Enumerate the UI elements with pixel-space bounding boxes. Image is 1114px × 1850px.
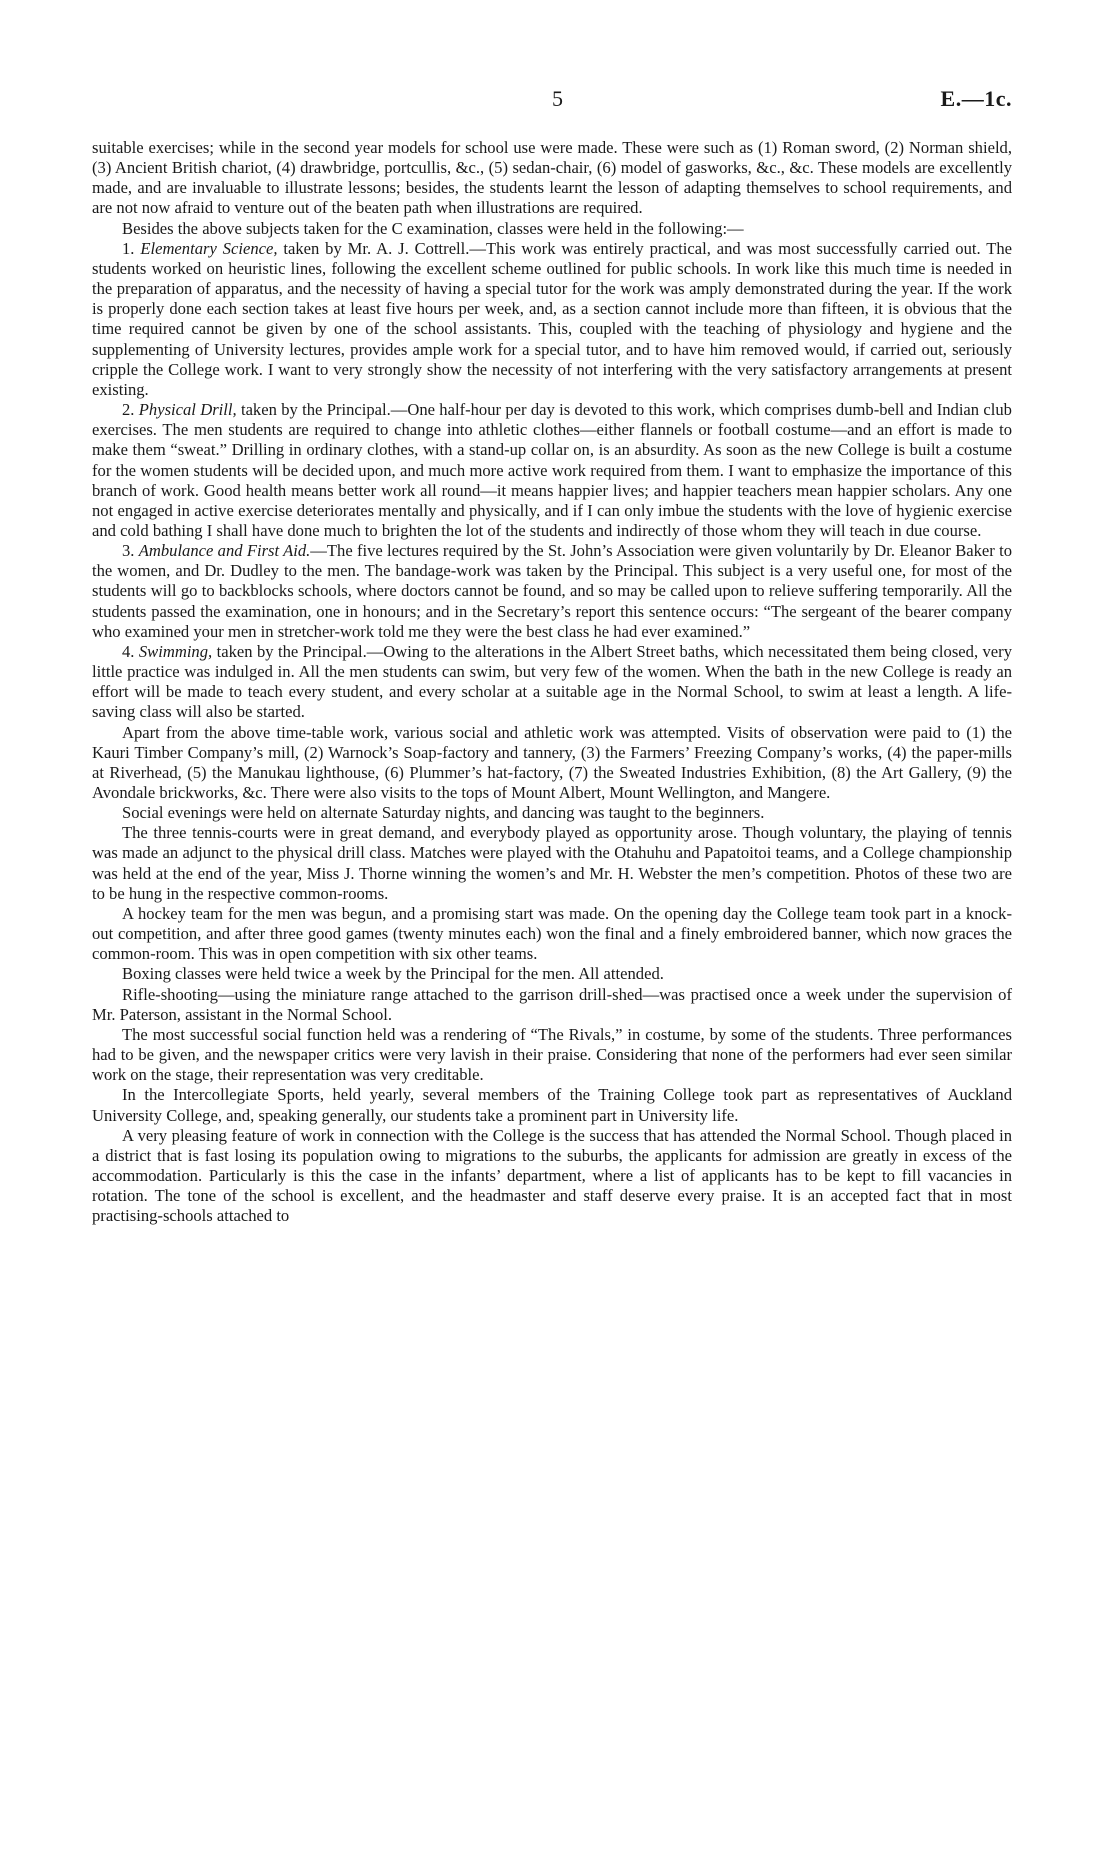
- subject-heading: Ambulance and First Aid.: [138, 541, 311, 561]
- paragraph: 2. Physical Drill, taken by the Principal.—One half-hour per day is devoted to this work, which comprises dumb-bell and Indian club exercises. The men students are required to change into athletic clothes—either flannels or football costume—and an effort is made to make them “sweat.” Drilling in ordinary clothes, with a stand-up collar on, is an absurdity. As soon as the new College is built a costume for the women students will be decided upon, and much more active work required from them. I want to emphasize the importance of this branch of work. Good health means better work all round—it means happier lives; and happier teachers mean happier scholars. Any one not engaged in active exercise deteriorates mentally and physically, and if I can only imbue the students with the love of hygienic exercise and cold bathing I shall have done much to brighten the lot of the students and indirectly of those whom they will teach in due course.: [92, 400, 1012, 540]
- paragraph: Boxing classes were held twice a week by the Principal for the men. All attended.: [122, 964, 664, 984]
- subject-heading: Swimming,: [138, 641, 213, 661]
- subject-heading: Physical Drill,: [138, 400, 237, 420]
- paragraph: 4. Swimming, taken by the Principal.—Owing to the alterations in the Albert Street baths, which necessitated them being closed, very little practice was indulged in. All the men students can swim, but very few of the women. When the bath in the new College is ready an effort will be made to teach every student, and every scholar at a suitable age in the Normal School, to swim at least a length. A life-saving class will also be started.: [92, 641, 1012, 722]
- paragraph: 3. Ambulance and First Aid.—The five lectures required by the St. John’s Association were given voluntarily by Dr. Eleanor Baker to the women, and Dr. Dudley to the men. The bandage-work was taken by the Principal. This subject is a very useful one, for most of the students will go to backblocks schools, where doctors cannot be found, and so may be called upon to relieve suffering temporarily. All the students passed the examination, one in honours; and in the Secretary’s report this sentence occurs: “The sergeant of the bearer company who examined your men in stretcher-work told me they were the best class he had ever examined.”: [92, 541, 1013, 641]
- subject-heading: Elementary Science,: [140, 238, 278, 258]
- paragraph: Social evenings were held on alternate Saturday nights, and dancing was taught to the beginners.: [122, 803, 765, 823]
- paragraph: A very pleasing feature of work in connection with the College is the success that has attended the Normal School. Though placed in a district that is fast losing its population owing to migrations to the suburbs, the applicants for admission are greatly in excess of the accommodation. Particularly is this the case in the infants’ department, where a list of applicants has to be kept to fill vacancies in rotation. The tone of the school is excellent, and the headmaster and staff deserve every praise. It is an accepted fact that in most practising-schools attached to: [92, 1125, 1012, 1226]
- paragraph: The three tennis-courts were in great demand, and everybody played as opportunity arose. Though voluntary, the playing of tennis was made an adjunct to the physical drill class. Matches were played with the Otahuhu and Papatoitoi teams, and a College championship was held at the end of the year, Miss J. Thorne winning the women’s and Mr. H. Webster the men’s competition. Photos of these two are to be hung in the respective common-rooms.: [92, 823, 1012, 903]
- document-page: [92, 0, 1012, 1850]
- document-reference: E.—1c.: [940, 86, 1012, 111]
- paragraph: The most successful social function held was a rendering of “The Rivals,” in costume, by some of the students. Three performances had to be given, and the newspaper critics were very lavish in their praise. Considering that none of the performers had ever seen similar work on the stage, their representation was very creditable.: [92, 1024, 1012, 1085]
- paragraph: Rifle-shooting—using the miniature range attached to the garrison drill-shed—was practised once a week under the supervision of Mr. Paterson, assistant in the Normal School.: [92, 984, 1012, 1024]
- body-text: [92, 138, 1012, 1226]
- page-number: 5: [552, 86, 563, 111]
- paragraph: 1. Elementary Science, taken by Mr. A. J. Cottrell.—This work was entirely practical, and was most successfully carried out. The students worked on heuristic lines, following the excellent scheme outlined for public schools. In work like this much time is needed in the preparation of apparatus, and the necessity of having a special tutor for the work was amply demonstrated during the year. If the work is properly done each section takes at least five hours per week, and, as a section cannot include more than fifteen, it is obvious that the time required cannot be given by one of the school assistants. This, coupled with the teaching of physiology and hygiene and the supplementing of University lectures, provides ample work for a special tutor, and to have him removed would, if carried out, seriously cripple the College work. I want to very strongly show the necessity of not interfering with the very satisfactory arrangements at present existing.: [92, 238, 1013, 399]
- paragraph: Apart from the above time-table work, various social and athletic work was attempted. Visits of observation were paid to (1) the Kauri Timber Company’s mill, (2) Warnock’s Soap-factory and tannery, (3) the Farmers’ Freezing Company’s works, (4) the paper-mills at Riverhead, (5) the Manukau lighthouse, (6) Plummer’s hat-factory, (7) the Sweated Industries Exhibition, (8) the Art Gallery, (9) the Avondale brickworks, &c. There were also visits to the tops of Mount Albert, Mount Wellington, and Mangere.: [92, 722, 1012, 802]
- page-header: [92, 86, 1012, 116]
- paragraph: suitable exercises; while in the second year models for school use were made. These were such as (1) Roman sword, (2) Norman shield, (3) Ancient British chariot, (4) drawbridge, portcullis, &c., (5) sedan-chair, (6) model of gasworks, &c., &c. These models are excellently made, and are invaluable to illustrate lessons; besides, the students learnt the lesson of adapting themselves to school requirements, and are not now afraid to venture out of the beaten path when illustrations are required.: [92, 138, 1012, 218]
- paragraph: A hockey team for the men was begun, and a promising start was made. On the opening day the College team took part in a knock-out competition, and after three good games (twenty minutes each) won the final and a finely embroidered banner, which now graces the common-room. This was in open competition with six other teams.: [92, 903, 1012, 964]
- paragraph: Besides the above subjects taken for the C examination, classes were held in the following:—: [122, 218, 744, 238]
- paragraph: In the Intercollegiate Sports, held yearly, several members of the Training College took part as representatives of Auckland University College, and, speaking generally, our students take a prominent part in University life.: [92, 1085, 1012, 1125]
